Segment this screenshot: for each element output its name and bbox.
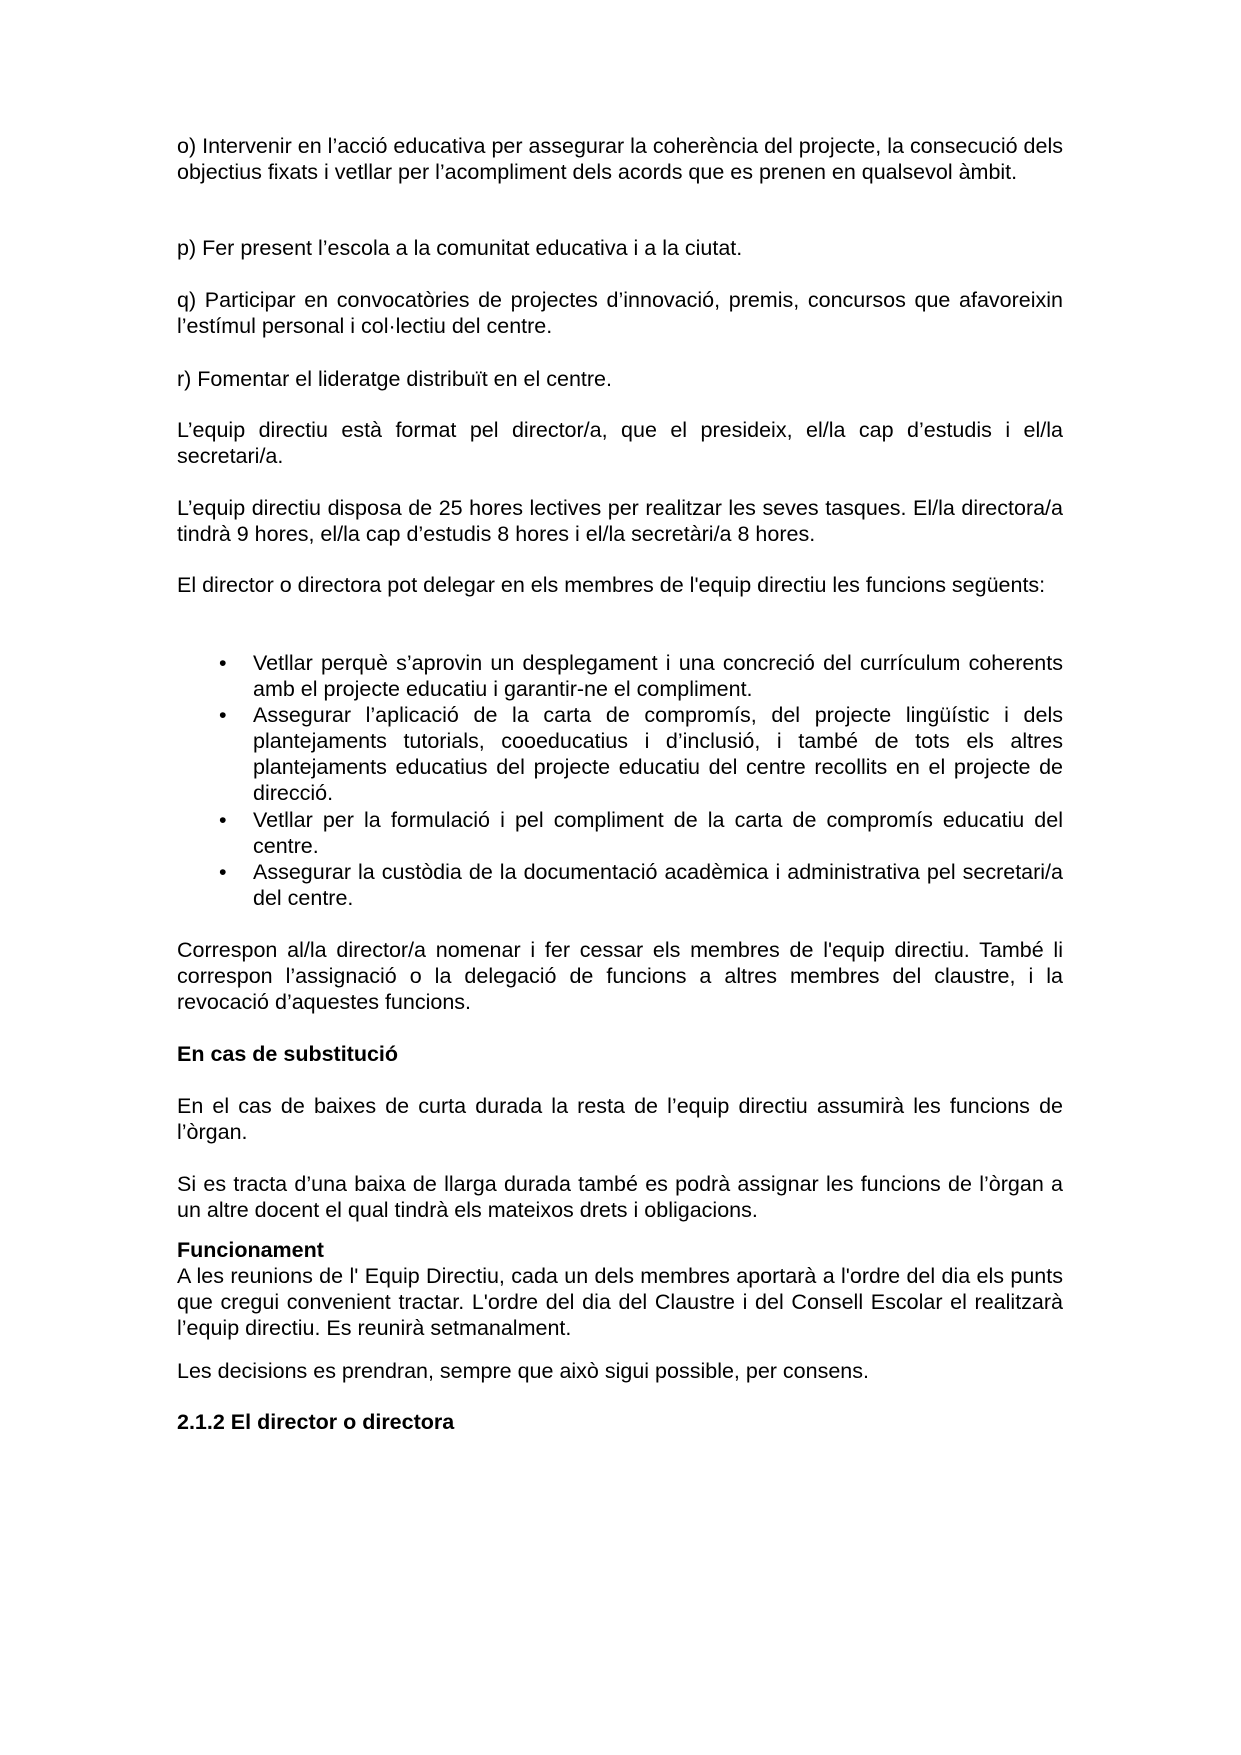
paragraph-q: q) Participar en convocatòries de projectes d’innovació, premis, concursos que afavoreixin l’estímul personal i col·lectiu del centre.	[177, 288, 1063, 339]
paragraph-llarga: Si es tracta d’una baixa de llarga durada també es podrà assignar les funcions de l’òrgan a un altre docent el qual tindrà els mateixos drets i obligacions.	[177, 1172, 1063, 1223]
bullet-icon: •	[219, 859, 227, 884]
paragraph-p: p) Fer present l’escola a la comunitat educativa i a la ciutat.	[177, 236, 743, 260]
paragraph-equip-format: L’equip directiu està format pel director/a, que el presideix, el/la cap d’estudis i el/la secretari/a.	[177, 418, 1063, 469]
paragraph-correspon: Correspon al/la director/a nomenar i fer cessar els membres de l'equip directiu. També li correspon l’assignació o la delegació de funcions a altres membres del claustre, i la revocació d’aquestes funcions.	[177, 938, 1063, 1015]
paragraph-reunions: A les reunions de l' Equip Directiu, cada un dels membres aportarà a l'ordre del dia els punts que cregui convenient tractar. L'ordre del dia del Claustre i del Consell Escolar el realitzarà l’equip directiu. Es reunirà setmanalment.	[177, 1264, 1063, 1341]
heading-substitucio: En cas de substitució	[177, 1042, 399, 1066]
paragraph-decisions: Les decisions es prendran, sempre que això sigui possible, per consens.	[177, 1359, 869, 1383]
bullet-icon: •	[219, 807, 227, 832]
paragraph-equip-hores: L’equip directiu disposa de 25 hores lectives per realitzar les seves tasques. El/la directora/a tindrà 9 hores, el/la cap d’estudis 8 hores i el/la secretàri/a 8 hores.	[177, 496, 1063, 547]
list-item: • Vetllar perquè s’aprovin un desplegament i una concreció del currículum coherents amb el projecte educatiu i garantir-ne el compliment.	[219, 651, 1063, 702]
bullet-icon: •	[219, 651, 227, 675]
heading-funcionament: Funcionament	[177, 1238, 324, 1262]
functions-list	[177, 650, 1063, 911]
list-item: • Assegurar la custòdia de la documentació acadèmica i administrativa pel secretari/a del centre.	[219, 859, 1063, 910]
paragraph-curta: En el cas de baixes de curta durada la resta de l’equip directiu assumirà les funcions de l’òrgan.	[177, 1094, 1063, 1145]
heading-director: 2.1.2 El director o directora	[177, 1410, 455, 1434]
list-item: • Vetllar per la formulació i pel compliment de la carta de compromís educatiu del centre.	[219, 807, 1063, 858]
list-item: • Assegurar l’aplicació de la carta de compromís, del projecte lingüístic i dels plantejaments tutorials, cooeducatius i d’inclusió, i també de tots els altres plantejaments educatius del projecte educatiu del centre recollits en el projecte de direcció.	[219, 703, 1063, 806]
paragraph-delegar: El director o directora pot delegar en els membres de l'equip directiu les funcions següents:	[177, 573, 1046, 597]
bullet-icon: •	[219, 703, 227, 728]
paragraph-o: o) Intervenir en l’acció educativa per assegurar la coherència del projecte, la consecució dels objectius fixats i vetllar per l’acompliment dels acords que es prenen en qualsevol àmbit.	[177, 134, 1063, 185]
paragraph-r: r) Fomentar el lideratge distribuït en el centre.	[177, 367, 612, 391]
